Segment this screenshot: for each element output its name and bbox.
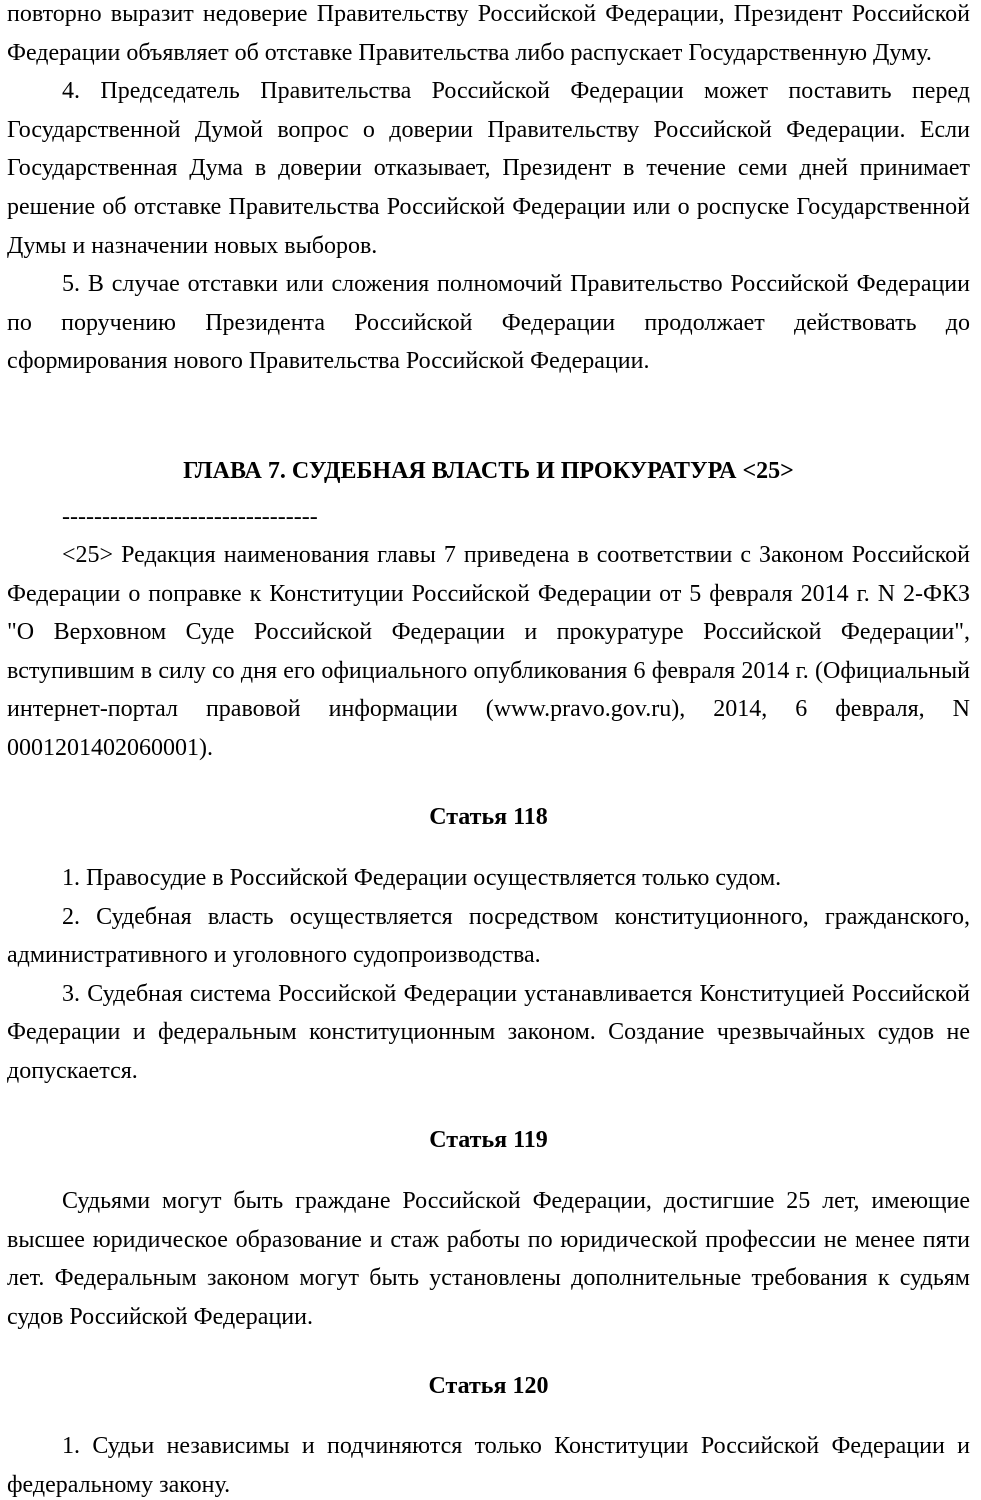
article-119-paragraph-1: Судьями могут быть граждане Российской Федерации, достигшие 25 лет, имеющие высшее юридическое образование и стаж работы по юридической профессии не менее пяти лет. Федеральным законом могут быть установлены дополнительные требования к судьям судов Российской Федерации. [7, 1188, 970, 1330]
continuation-paragraph-1: повторно выразит недоверие Правительству Российской Федерации, Президент Российской Федерации объявляет об отставке Правительства либо распускает Государственную Думу. [7, 1, 970, 66]
article-118-paragraph-2: 2. Судебная власть осуществляется посредством конституционного, гражданского, административного и уголовного судопроизводства. [7, 903, 970, 969]
chapter-heading: ГЛАВА 7. СУДЕБНАЯ ВЛАСТЬ И ПРОКУРАТУРА <25> [183, 458, 794, 484]
article-118-paragraph-1: 1. Правосудие в Российской Федерации осуществляется только судом. [62, 865, 782, 891]
article-118-title: Статья 118 [429, 804, 548, 830]
article-117-paragraph-4: 4. Председатель Правительства Российской Федерации может поставить перед Государственной Думой вопрос о доверии Правительству Российской Федерации. Если Государственная Дума в доверии отказывает, Президент в течение семи дней принимает решение об отставке Правительства Российской Федерации или о роспуске Государственной Думы и назначении новых выборов. [7, 78, 970, 259]
article-117-paragraph-5: 5. В случае отставки или сложения полномочий Правительство Российской Федерации по поручению Президента Российской Федерации продолжает действовать до сформирования нового Правительства Российской Федерации. [7, 271, 970, 375]
article-118-paragraph-3: 3. Судебная система Российской Федерации устанавливается Конституцией Российской Федерации и федеральным конституционным законом. Создание чрезвычайных судов не допускается. [7, 980, 970, 1084]
article-118-body [7, 859, 970, 1091]
footnote-separator: -------------------------------- [62, 504, 318, 530]
article-120-body [7, 1427, 970, 1500]
footnote-block [7, 536, 970, 768]
article-119-body [7, 1182, 970, 1336]
article-120-paragraph-1: 1. Судьи независимы и подчиняются только Конституции Российской Федерации и федеральному закону. [7, 1433, 970, 1498]
article-119-title: Статья 119 [429, 1127, 548, 1153]
continuation-block [7, 0, 970, 381]
footnote-text: <25> Редакция наименования главы 7 приведена в соответствии с Законом Российской Федерации о поправке к Конституции Российской Федерации от 5 февраля 2014 г. N 2-ФКЗ "О Верховном Суде Российской Федерации и прокуратуре Российской Федерации", вступившим в силу со дня его официального опубликования 6 февраля 2014 г. (Официальный интернет-портал правовой информации (www.pravo.gov.ru), 2014, 6 февраля, N 0001201402060001). [7, 542, 970, 761]
article-120-title: Статья 120 [428, 1373, 549, 1399]
